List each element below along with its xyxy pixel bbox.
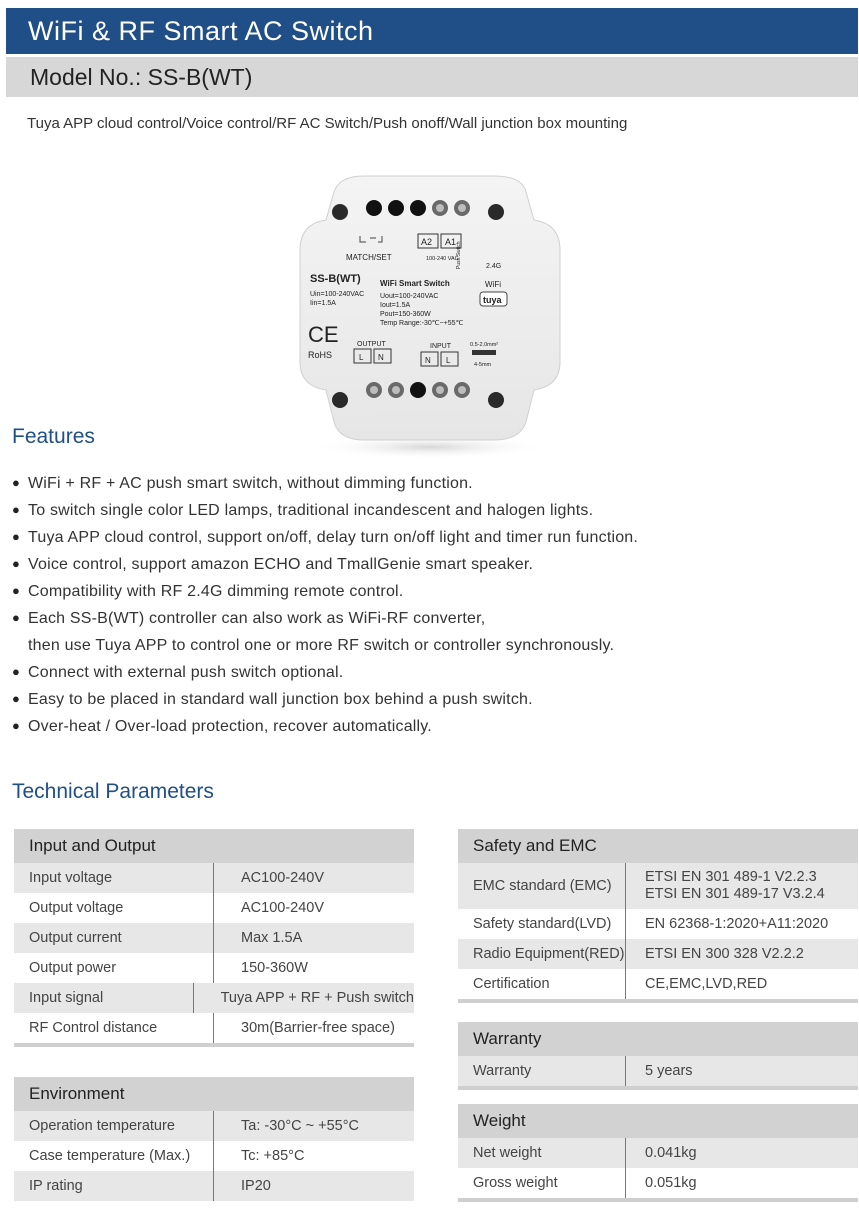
- list-item: ● Tuya APP cloud control, support on/off, delay turn on/off light and timer run function.: [12, 526, 638, 553]
- table-row: Radio Equipment(RED) ETSI EN 300 328 V2.2.2: [458, 939, 858, 969]
- list-item: ● Easy to be placed in standard wall junction box behind a push switch.: [12, 688, 638, 715]
- push-switch-label: Push Switch: [456, 241, 462, 269]
- table-divider: [14, 1043, 414, 1047]
- ce-mark: CE: [308, 322, 339, 347]
- table-divider: [458, 1198, 858, 1202]
- iin-label: Iin=1.5A: [310, 300, 336, 307]
- product-subtitle: Tuya APP cloud control/Voice control/RF AC Switch/Push onoff/Wall junction box mounting: [27, 115, 628, 132]
- table-row: Operation temperature Ta: -30°C ~ +55°C: [14, 1111, 414, 1141]
- table-title: Weight: [458, 1104, 858, 1138]
- table-row: RF Control distance 30m(Barrier-free space): [14, 1013, 414, 1043]
- wifi-label: WiFi: [485, 280, 501, 289]
- table-row: Input signal Tuya APP + RF + Push switch: [14, 983, 414, 1013]
- a1-label: A1: [445, 237, 457, 247]
- technical-parameters-heading: Technical Parameters: [12, 780, 214, 803]
- wifi-smart-switch-label: WiFi Smart Switch: [380, 279, 450, 288]
- table-row: Output voltage AC100-240V: [14, 893, 414, 923]
- bullet-icon: ●: [12, 529, 21, 544]
- table-row: Case temperature (Max.) Tc: +85°C: [14, 1141, 414, 1171]
- match-set-label: MATCH/SET: [346, 253, 392, 262]
- table-divider: [458, 999, 858, 1003]
- input-l: L: [446, 356, 451, 365]
- vac-label: 100-240 VAC: [426, 256, 459, 262]
- features-heading: Features: [12, 425, 95, 448]
- table-row: Certification CE,EMC,LVD,RED: [458, 969, 858, 999]
- list-item: ● WiFi + RF + AC push smart switch, without dimming function.: [12, 472, 638, 499]
- band-label: 2.4G: [486, 263, 502, 270]
- warranty-table: [458, 1022, 858, 1090]
- list-item: ● Connect with external push switch optional.: [12, 661, 638, 688]
- strip-length-label: 4-5mm: [474, 362, 492, 368]
- weight-table: [458, 1104, 858, 1202]
- table-row: Safety standard(LVD) EN 62368-1:2020+A11:2020: [458, 909, 858, 939]
- bullet-icon: ●: [12, 475, 21, 490]
- table-row: Net weight 0.041kg: [458, 1138, 858, 1168]
- table-title: Environment: [14, 1077, 414, 1111]
- table-row: IP rating IP20: [14, 1171, 414, 1201]
- list-item: ● Each SS-B(WT) controller can also work as WiFi-RF converter, then use Tuya APP to control one or more RF switch or controller synchronously.: [12, 607, 638, 661]
- uin-label: Uin=100-240VAC: [310, 291, 365, 298]
- table-row: Gross weight 0.051kg: [458, 1168, 858, 1198]
- page-title: WiFi & RF Smart AC Switch: [6, 8, 858, 54]
- table-row: Output current Max 1.5A: [14, 923, 414, 953]
- device-model-label: SS-B(WT): [310, 273, 361, 285]
- table-row: Warranty 5 years: [458, 1056, 858, 1086]
- table-title: Input and Output: [14, 829, 414, 863]
- list-item: ● Compatibility with RF 2.4G dimming remote control.: [12, 580, 638, 607]
- bullet-icon: ●: [12, 583, 21, 598]
- input-output-table: [14, 829, 414, 1047]
- environment-table: [14, 1077, 414, 1201]
- pout-label: Pout=150-360W: [380, 311, 431, 318]
- bullet-icon: ●: [12, 556, 21, 571]
- table-divider: [458, 1086, 858, 1090]
- temp-range-label: Temp Range:-30℃~+55℃: [380, 320, 464, 327]
- input-label: INPUT: [430, 343, 451, 350]
- iout-label: Iout=1.5A: [380, 302, 411, 309]
- uout-label: Uout=100-240VAC: [380, 293, 439, 300]
- table-row: Output power 150-360W: [14, 953, 414, 983]
- list-item: ● Over-heat / Over-load protection, recover automatically.: [12, 715, 638, 742]
- list-item: ● To switch single color LED lamps, traditional incandescent and halogen lights.: [12, 499, 638, 526]
- bullet-icon: ●: [12, 664, 21, 679]
- bullet-icon: ●: [12, 691, 21, 706]
- product-image: [294, 172, 566, 460]
- tuya-logo: tuya: [483, 295, 502, 305]
- a2-label: A2: [421, 237, 433, 247]
- features-list: [12, 472, 638, 742]
- bullet-icon: ●: [12, 718, 21, 733]
- safety-emc-table: [458, 829, 858, 1003]
- output-n: N: [378, 353, 384, 362]
- table-title: Warranty: [458, 1022, 858, 1056]
- table-row: EMC standard (EMC) ETSI EN 301 489-1 V2.2.3 ETSI EN 301 489-17 V3.2.4: [458, 863, 858, 909]
- table-title: Safety and EMC: [458, 829, 858, 863]
- bullet-icon: ●: [12, 502, 21, 517]
- table-row: Input voltage AC100-240V: [14, 863, 414, 893]
- output-label: OUTPUT: [357, 341, 386, 348]
- model-number: Model No.: SS-B(WT): [6, 57, 858, 97]
- output-l: L: [359, 353, 364, 362]
- input-n: N: [425, 356, 431, 365]
- bullet-icon: ●: [12, 610, 21, 625]
- wire-size-label: 0.5-2.0mm²: [470, 342, 499, 348]
- rohs-mark: RoHS: [308, 350, 333, 360]
- list-item: ● Voice control, support amazon ECHO and TmallGenie smart speaker.: [12, 553, 638, 580]
